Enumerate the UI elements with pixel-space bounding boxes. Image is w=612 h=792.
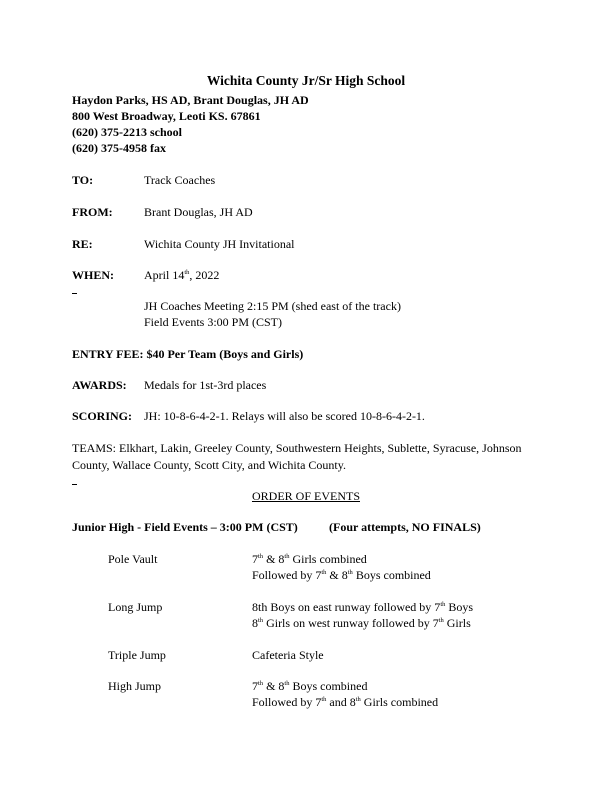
field-events-time: Field Events 3:00 PM (CST): [144, 315, 283, 329]
stray-mark-2: [72, 484, 77, 485]
entry-fee: ENTRY FEE: $40 Per Team (Boys and Girls): [72, 347, 304, 361]
event-high-jump: High Jump: [108, 679, 162, 693]
stray-mark: [72, 293, 77, 294]
event-long-jump: Long Jump: [108, 600, 163, 614]
school-phone: (620) 375-2213 school: [72, 125, 182, 139]
athletic-directors: Haydon Parks, HS AD, Brant Douglas, JH AD: [72, 93, 309, 107]
to-label: TO:: [72, 173, 94, 187]
to-value: Track Coaches: [144, 173, 216, 187]
school-address: 800 West Broadway, Leoti KS. 67861: [72, 109, 261, 123]
order-of-events-heading: ORDER OF EVENTS: [251, 489, 360, 503]
scoring-label: SCORING:: [72, 409, 133, 423]
high-jump-line-1: 7th & 8th Boys combined: [252, 679, 368, 693]
event-pole-vault: Pole Vault: [108, 552, 158, 566]
scoring-value: JH: 10-8-6-4-2-1. Relays will also be scored 10-8-6-4-2-1.: [144, 409, 425, 423]
high-jump-line-2: Followed by 7th and 8th Girls combined: [252, 695, 439, 709]
event-triple-jump: Triple Jump: [108, 648, 166, 662]
coaches-meeting: JH Coaches Meeting 2:15 PM (shed east of the track): [144, 299, 401, 313]
teams-paragraph: TEAMS: Elkhart, Lakin, Greeley County, Southwestern Heights, Sublette, Syracuse, Johnson County, Wallace County, Scott City, and Wichita County.: [72, 441, 522, 472]
re-value: Wichita County JH Invitational: [144, 237, 295, 251]
awards-label: AWARDS:: [72, 378, 127, 392]
long-jump-line-2: 8th Girls on west runway followed by 7th Girls: [252, 616, 471, 630]
when-value: April 14th, 2022: [144, 268, 220, 282]
from-label: FROM:: [72, 205, 113, 219]
pole-vault-line-2: Followed by 7th & 8th Boys combined: [252, 568, 431, 582]
pole-vault-line-1: 7th & 8th Girls combined: [252, 552, 367, 566]
triple-jump-line-1: Cafeteria Style: [252, 648, 324, 662]
from-value: Brant Douglas, JH AD: [144, 205, 253, 219]
when-label: WHEN:: [72, 268, 114, 282]
school-title: Wichita County Jr/Sr High School: [206, 73, 406, 88]
re-label: RE:: [72, 237, 93, 251]
long-jump-line-1: 8th Boys on east runway followed by 7th Boys: [252, 600, 474, 614]
school-fax: (620) 375-4958 fax: [72, 141, 166, 155]
awards-value: Medals for 1st-3rd places: [144, 378, 267, 392]
section-note: (Four attempts, NO FINALS): [329, 520, 481, 534]
section-title: Junior High - Field Events – 3:00 PM (CST): [72, 520, 298, 534]
